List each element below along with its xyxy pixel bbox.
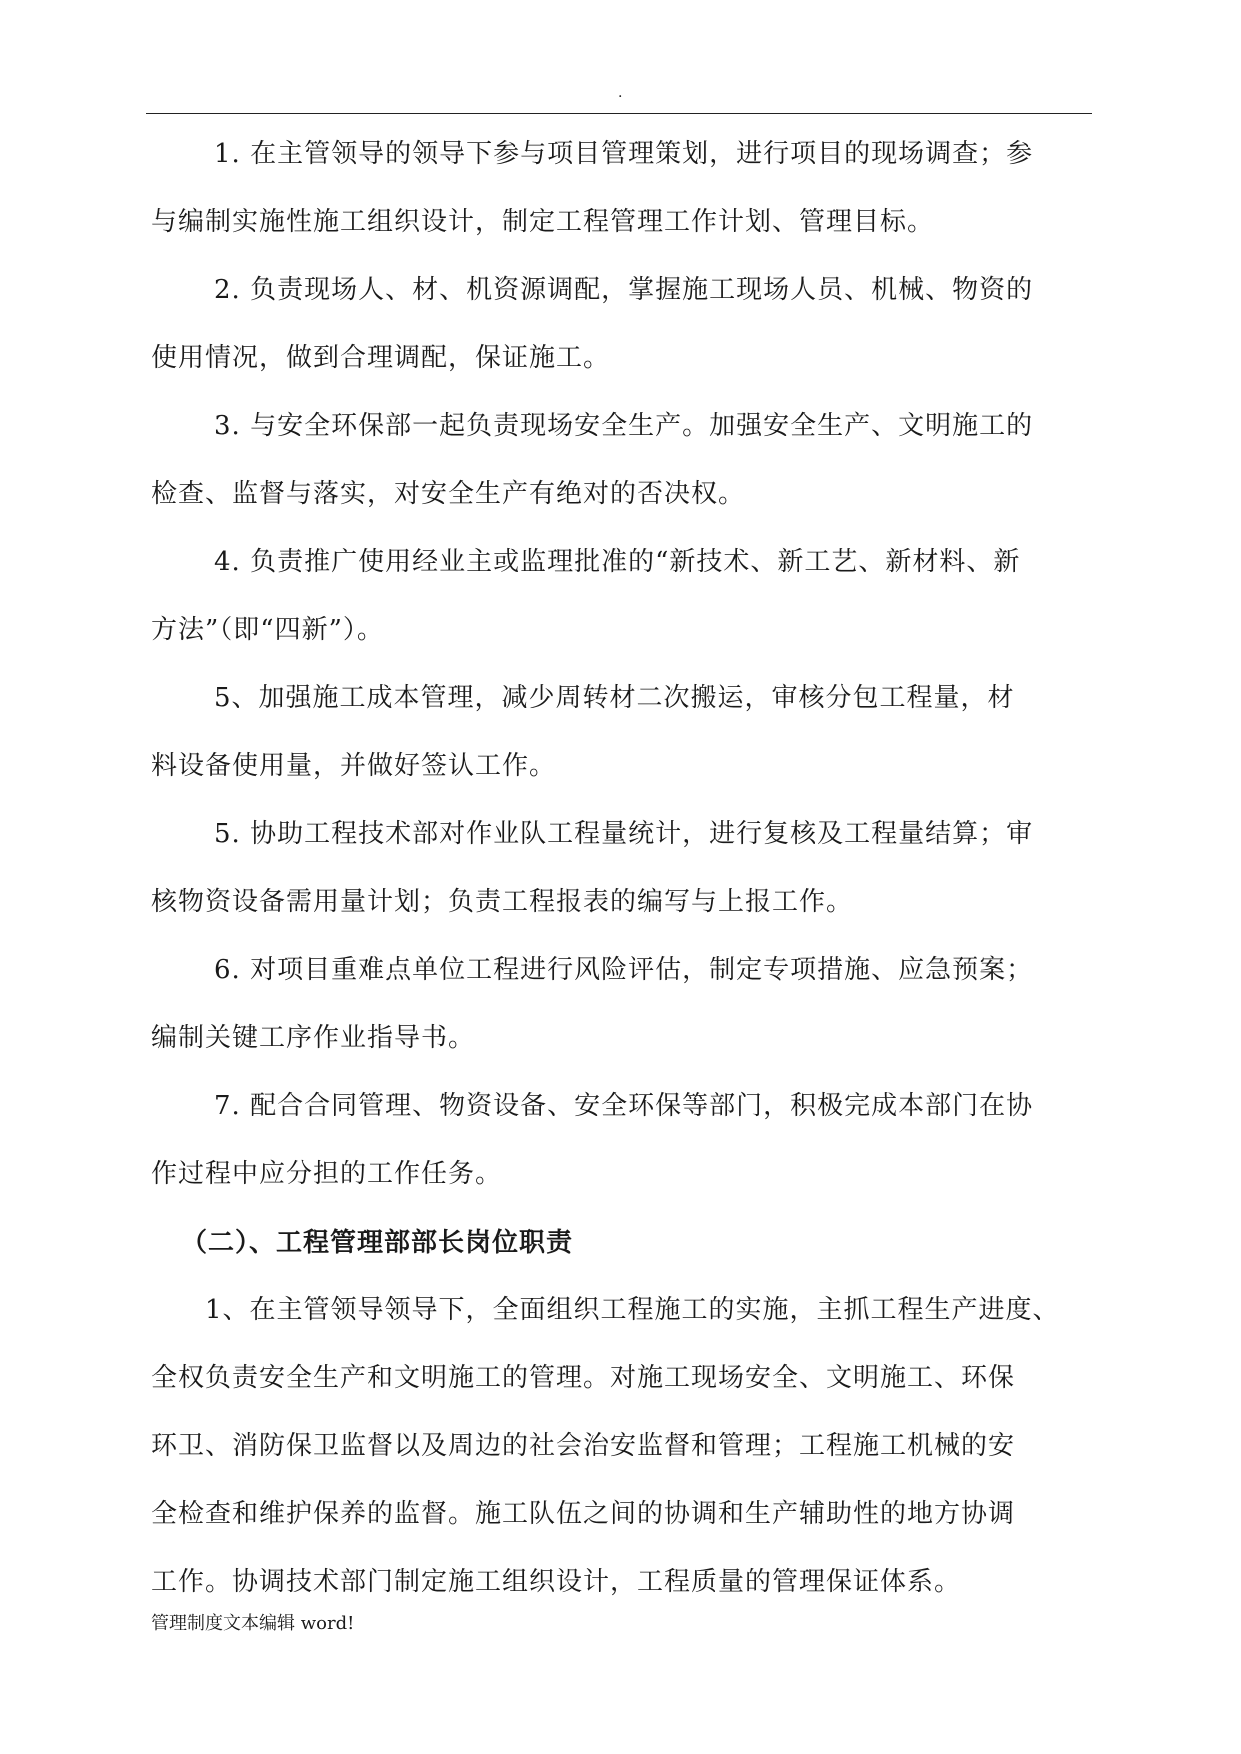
paragraph-3-line-2: 检查、监督与落实，对安全生产有绝对的否决权。 (151, 479, 746, 509)
paragraph-6-line-2: 核物资设备需用量计划；负责工程报表的编写与上报工作。 (151, 887, 854, 917)
paragraph-6-line-1: 5. 协助工程技术部对作业队工程量统计，进行复核及工程量结算；审 (214, 819, 1034, 849)
section-paragraph-line-5: 工作。协调技术部门制定施工组织设计，工程质量的管理保证体系。 (151, 1567, 962, 1597)
paragraph-3-line-1: 3. 与安全环保部一起负责现场安全生产。加强安全生产、文明施工的 (214, 411, 1034, 441)
paragraph-4-line-2: 方法”（即“四新”）。 (151, 615, 384, 645)
section-paragraph-line-3: 环卫、消防保卫监督以及周边的社会治安监督和管理；工程施工机械的安 (151, 1431, 1016, 1461)
paragraph-5-line-2: 料设备使用量，并做好签认工作。 (151, 751, 557, 781)
paragraph-7-line-1: 6. 对项目重难点单位工程进行风险评估，制定专项措施、应急预案； (214, 955, 1034, 985)
paragraph-8-line-1: 7. 配合合同管理、物资设备、安全环保等部门，积极完成本部门在协 (214, 1091, 1034, 1121)
section-heading: （二）、工程管理部部长岗位职责 (181, 1228, 574, 1258)
paragraph-1-line-1: 1. 在主管领导的领导下参与项目管理策划，进行项目的现场调查；参 (214, 139, 1034, 169)
header-mark: . (618, 85, 623, 101)
paragraph-5-line-1: 5、加强施工成本管理，减少周转材二次搬运，审核分包工程量，材 (214, 683, 1015, 713)
paragraph-2-line-1: 2. 负责现场人、材、机资源调配，掌握施工现场人员、机械、物资的 (214, 275, 1034, 305)
header-rule (146, 113, 1092, 114)
paragraph-8-line-2: 作过程中应分担的工作任务。 (151, 1159, 503, 1189)
section-paragraph-line-1: 1、在主管领导领导下，全面组织工程施工的实施，主抓工程生产进度、 (205, 1295, 1060, 1325)
section-paragraph-line-4: 全检查和维护保养的监督。施工队伍之间的协调和生产辅助性的地方协调 (151, 1499, 1016, 1529)
footer-note: 管理制度文本编辑 word! (151, 1613, 355, 1634)
paragraph-1-line-2: 与编制实施性施工组织设计，制定工程管理工作计划、管理目标。 (151, 207, 935, 237)
paragraph-7-line-2: 编制关键工序作业指导书。 (151, 1023, 476, 1053)
paragraph-4-line-1: 4. 负责推广使用经业主或监理批准的“新技术、新工艺、新材料、新 (214, 547, 1021, 577)
paragraph-2-line-2: 使用情况，做到合理调配，保证施工。 (151, 343, 611, 373)
section-paragraph-line-2: 全权负责安全生产和文明施工的管理。对施工现场安全、文明施工、环保 (151, 1363, 1016, 1393)
